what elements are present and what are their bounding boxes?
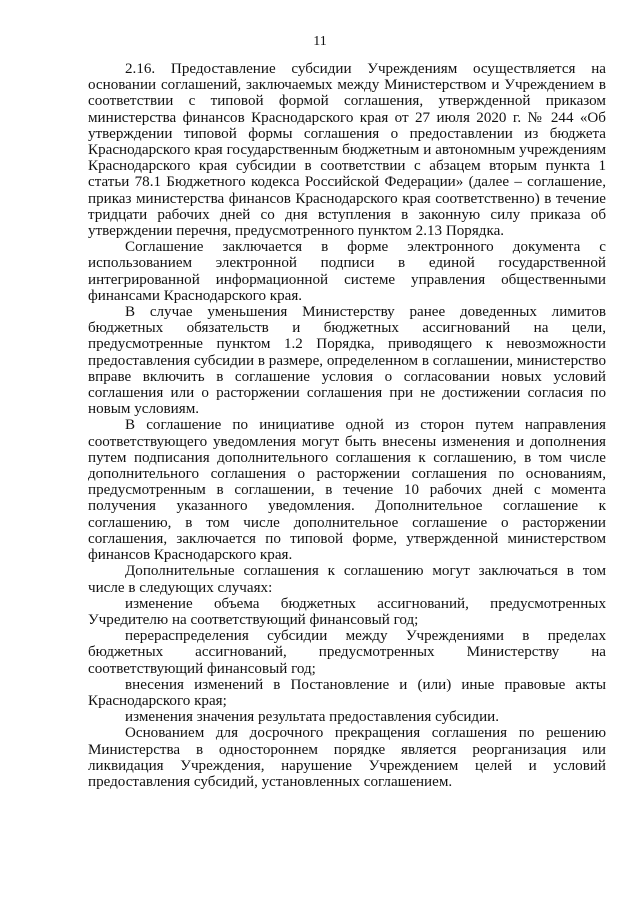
list-item-budget-change: изменение объема бюджетных ассигнований, предусмотренных Учредителю на соответствующий финансовый год; bbox=[88, 595, 606, 628]
paragraph-amendments: В соглашение по инициативе одной из сторон путем направления соответствующего уведомления могут быть внесены изменения и дополнения путем подписания дополнительного соглашения к соглашению, в том числе дополнительного соглашения о расторжении соглашения по основаниям, предусмотренным в соглашении, в течение 10 рабочих дней с момента получения указанного уведомления. Дополнительное соглашение к соглашению, в том числе дополнительное соглашение о расторжении соглашения, заключается по типовой форме, утвержденной министерством финансов Краснодарского края. bbox=[88, 417, 606, 564]
paragraph-electronic-signature: Соглашение заключается в форме электронного документа с использованием электронной подписи в единой государственной интегрированной информационной системе управления общественными финансами Краснодарского края. bbox=[88, 239, 606, 304]
list-item-result-value: изменения значения результата предоставления субсидии. bbox=[125, 709, 500, 726]
paragraph-limits-reduction: В случае уменьшения Министерству ранее доведенных лимитов бюджетных обязательств и бюджетных ассигнований на цели, предусмотренные пунктом 1.2 Порядка, приводящего к невозможности предоставления субсидии в размере, определенном в соглашении, министерство вправе включить в соглашение условия о согласовании новых условий соглашения или о расторжении соглашения при не достижении согласия по новым условиям. bbox=[88, 304, 606, 418]
paragraph-early-termination: Основанием для досрочного прекращения соглашения по решению Министерства в одностороннем порядке является реорганизация или ликвидация Учреждения, нарушение Учреждением целей и условий предоставления субсидий, установленных соглашением. bbox=[88, 725, 606, 790]
page-number: 11 bbox=[313, 34, 327, 49]
list-item-legal-acts: внесения изменений в Постановление и (или) иные правовые акты Краснодарского края; bbox=[88, 676, 606, 709]
document-body bbox=[88, 61, 606, 790]
list-item-redistribution: перераспределения субсидии между Учреждениями в пределах бюджетных ассигнований, предусмотренных Министерству на соответствующий финансовый год; bbox=[88, 628, 606, 677]
paragraph-2-16: 2.16. Предоставление субсидии Учреждениям осуществляется на основании соглашений, заключаемых между Министерством и Учреждением в соответствии с типовой формой соглашения, утвержденной приказом министерства финансов Краснодарского края от 27 июля 2020 г. № 244 «Об утверждении типовой формы соглашения о предоставлении из бюджета Краснодарского края государственным бюджетным и автономным учреждениям Краснодарского края субсидии в соответствии с абзацем вторым пункта 1 статьи 78.1 Бюджетного кодекса Российской Федерации» (далее – соглашение, приказ министерства финансов Краснодарского края соответственно) в течение тридцати рабочих дней со дня вступления в законную силу приказа об утверждении перечня, предусмотренного пунктом 2.13 Порядка. bbox=[88, 61, 606, 240]
paragraph-cases-intro: Дополнительные соглашения к соглашению могут заключаться в том числе в следующих случаях: bbox=[88, 563, 606, 596]
